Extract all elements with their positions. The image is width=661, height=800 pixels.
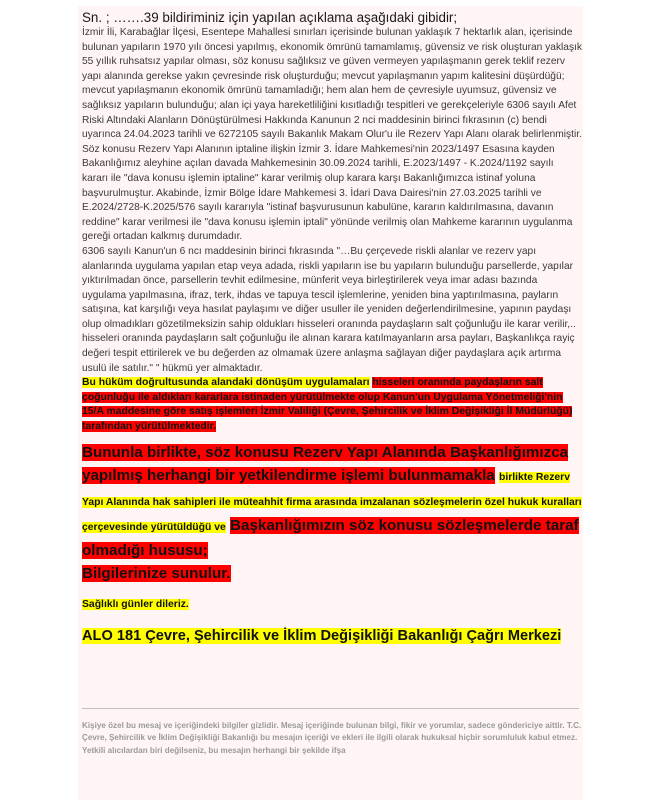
paragraph-3: 6306 sayılı Kanun'un 6 ncı maddesinin birinci fıkrasında "…Bu çerçevede riskli alanlar ve rezerv yapı alanlarında uygulama yapılan etap veya adada, riskli yapıların ise bu yapıların bulunduğu parsellerde, yapılar yıktırılmadan önce, parsellerin tevhit edilmesine, münferit veya birleştirilerek veya imar adası bazında uygulama yapılmasına, ifraz, terk, ihdas ve tapuya tescil işlemlerine, yeniden bina yaptırılmasına, payların satışına, kat karşılığı veya hasılat paylaşımı ve diğer usuller ile yeniden değerlendirilmesine, yapının paydaşı olup olmadıkları gözetilmeksizin sahip oldukları hisseleri oranında paydaşların salt çoğunluğu ile karar verilir,.. hisseleri oranında paydaşların salt çoğunluğu ile alınan karara katılmayanların arsa payları, Başkanlıkça rayiç değeri tespit ettirilerek ve bu değerden az olmamak üzere anlaşma sağlayan diğer paydaşlara açık artırma usulü ile satılır." " hükmü yer almaktadır. xyxy=(82,245,576,374)
call-center-line: ALO 181 Çevre, Şehircilik ve İklim Değişikliği Bakanlığı Çağrı Merkezi xyxy=(82,627,562,644)
highlight-yellow-text: Bu hüküm doğrultusunda alandaki dönüşüm uygulamaları xyxy=(82,377,370,389)
highlight-paragraph-2 xyxy=(82,441,582,585)
highlight-red-closing: Bilgilerinize sunulur. xyxy=(82,564,231,582)
header-line: Sn. ; …….39 bildiriminiz için yapılan açıklama aşağıdaki gibidir; xyxy=(82,10,458,25)
highlight-red-text: Bununla birlikte, söz konusu Rezerv Yapı Alanında Başkanlığımızca yapılmış herhangi bir yetkilendirme işlemi bulunmamakla xyxy=(82,443,569,484)
document-content xyxy=(82,10,582,647)
confidentiality-footer: Kişiye özel bu mesaj ve içeriğindeki bilgiler gizlidir. Mesaj içeriğinde bulunan bilgi, fikir ve yorumlar, sadece göndericiye aittir. T.C. Çevre, Şehircilik ve İklim Değişikliği Bakanlığı bu mesajın içeriği ve ekleri ile ilgili olarak hukuksal hiçbir sorumluluk kabul etmez. Yetkili alıcılardan biri değilseniz, bu mesajın herhangi bir şekilde ifşa xyxy=(82,721,582,755)
paragraph-1: İzmir İli, Karabağlar İlçesi, Esentepe Mahallesi sınırları içerisinde bulunan yaklaşık 7 hektarlık alan, içerisinde bulunan yapıların 1970 yılı öncesi yapılmış, ekonomik ömrünü tamamlamış, güvensiz ve risk oluşturan yaklaşık 55 yıllık ruhsatsız yapılar olması, söz konusu sağlıksız ve güven vermeyen yapılaşmanın gerek teklif rezerv yapı alanında gerekse yakın çevresinde risk oluşturduğu; mevcut yapılaşmanın yapım kalitesini düşürdüğü; mevcut yapılaşmanın ekonomik ömrünü tamamladığı; hem alan hem de çevresiyle uyumsuz, güvensiz ve sağlıksız yapıların bulunduğu; alan içi yaya hareketliliğini kısıtladığı tespitleri ve gerekçeleriyle 6306 sayılı Afet Riski Altındaki Alanların Dönüştürülmesi Hakkında Kanunun 2 nci maddesinin birinci fıkrasının (c) bendi uyarınca 24.04.2023 tarihli ve 6272105 sayılı Bakanlık Makam Olur'u ile Rezerv Yapı Alanı olarak belirlenmiştir. xyxy=(82,27,582,141)
paragraph-2: Söz konusu Rezerv Yapı Alanının iptaline ilişkin İzmir 3. İdare Mahkemesi'nin 2023/1497 Esasına kayden Bakanlığımız aleyhine açılan davada Mahkemesinin 30.09.2024 tarihli, E.2023/1497 - K.2024/1192 sayılı kararı ile "dava konusu işlemin iptaline" karar verilmiş olup karara karşı Bakanlığımızca istinaf yoluna başvurulmuştur. Akabinde, İzmir Bölge İdare Mahkemesi 3. İdari Dava Dairesi'nin 27.03.2025 tarihli ve E.2024/2728-K.2025/576 sayılı kararıyla "istinaf başvurusunun kabulüne, kararın kaldırılmasına, davanın reddine" karar verilmesi ile "dava konusu işlemin iptali" yönünde verilmiş olan Mahkeme kararının uygulanma gereği ortadan kalkmış durumdadır. xyxy=(82,143,573,243)
highlight-red-text: hisseleri oranında paydaşların salt çoğunluğu ile aldıkları kararlara istinaden yürütülmekte olup Kanun'un Uygulama Yönetmeliği'nin 15/A maddesine göre satış işlemleri İzmir Valiliği (Çevre, Şehircilik ve İklim Değişikliği İl Müdürlüğü) tarafından yürütülmektedir. xyxy=(82,377,573,433)
highlight-red-text: Başkanlığımızın söz konusu sözleşmelerde taraf olmadığı hususu; xyxy=(82,516,579,559)
body-text xyxy=(82,26,582,376)
highlight-paragraph-1 xyxy=(82,376,582,434)
greeting: Sağlıklı günler dileriz. xyxy=(82,598,189,610)
highlight-yellow-text: birlikte Rezerv Yapı Alanında hak sahipleri ile müteahhit firma arasında imzalanan sözleşmelerin özel hukuk kuralları çerçevesinde yürütüldüğü ve xyxy=(82,471,582,533)
footer-divider xyxy=(82,708,579,709)
